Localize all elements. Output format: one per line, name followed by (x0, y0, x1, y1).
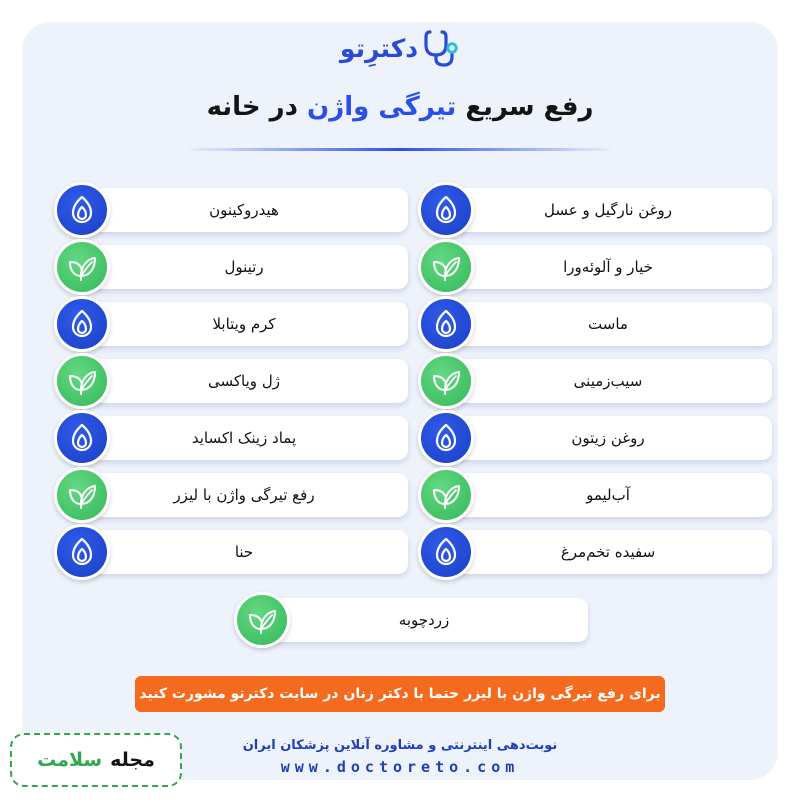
magazine-label: مجله (110, 749, 155, 771)
flame-icon (418, 524, 474, 580)
page-title (0, 92, 800, 122)
cta-banner[interactable]: برای رفع تیرگی واژن با لیزر حتما با دکتر زنان در سایت دکترتو مشورت کنید (135, 676, 665, 712)
list-item (54, 239, 410, 295)
flame-icon (54, 182, 110, 238)
flame-icon (418, 296, 474, 352)
list-item (418, 239, 774, 295)
list-item-label: روغن نارگیل و عسل (444, 188, 772, 232)
flame-icon (54, 410, 110, 466)
list-item-label: رتینول (80, 245, 408, 289)
leaf-icon (418, 239, 474, 295)
title-before: رفع سریع (465, 92, 594, 122)
list-item (54, 467, 410, 523)
list-item-label: حنا (80, 530, 408, 574)
list-item (418, 410, 774, 466)
footer-tagline: نوبت‌دهی اینترنتی و مشاوره آنلاین پزشکان ایران (242, 738, 558, 753)
flame-icon (54, 524, 110, 580)
leaf-icon (418, 353, 474, 409)
logo-text: دکترِتو (339, 33, 419, 63)
list-item (54, 182, 410, 238)
list-item-label: زردچوبه (260, 598, 588, 642)
list-item-label: کرم ویتابلا (80, 302, 408, 346)
title-highlight: تیرگی واژن (307, 92, 457, 122)
flame-icon (418, 410, 474, 466)
title-after: در خانه (206, 92, 298, 122)
title-underline (185, 148, 615, 151)
list-item (54, 296, 410, 352)
list-item (418, 182, 774, 238)
list-item (54, 524, 410, 580)
leaf-icon (54, 467, 110, 523)
list-item-label: آب‌لیمو (444, 473, 772, 517)
leaf-icon (418, 467, 474, 523)
leaf-icon (54, 353, 110, 409)
leaf-icon (234, 592, 290, 648)
list-item (418, 296, 774, 352)
stethoscope-icon (422, 28, 460, 68)
list-item-label: روغن زیتون (444, 416, 772, 460)
list-item (418, 353, 774, 409)
list-item (54, 353, 410, 409)
list-item (234, 592, 590, 648)
list-item (418, 467, 774, 523)
list-item-label: ماست (444, 302, 772, 346)
list-item-label: خیار و آلوئه‌ورا (444, 245, 772, 289)
list-item (54, 410, 410, 466)
list-item-label: سیب‌زمینی (444, 359, 772, 403)
footer-url[interactable]: www.doctoreto.com (280, 758, 520, 776)
magazine-label-highlight: سلامت (37, 749, 103, 771)
list-item-label: رفع تیرگی واژن با لیزر (80, 473, 408, 517)
list-item-label: ژل ویاکسی (80, 359, 408, 403)
list-item (418, 524, 774, 580)
leaf-icon (54, 239, 110, 295)
flame-icon (418, 182, 474, 238)
list-item-label: سفیده تخم‌مرغ (444, 530, 772, 574)
list-item-label: پماد زینک اکساید (80, 416, 408, 460)
flame-icon (54, 296, 110, 352)
list-item-label: هیدروکینون (80, 188, 408, 232)
brand-logo[interactable] (0, 24, 800, 72)
